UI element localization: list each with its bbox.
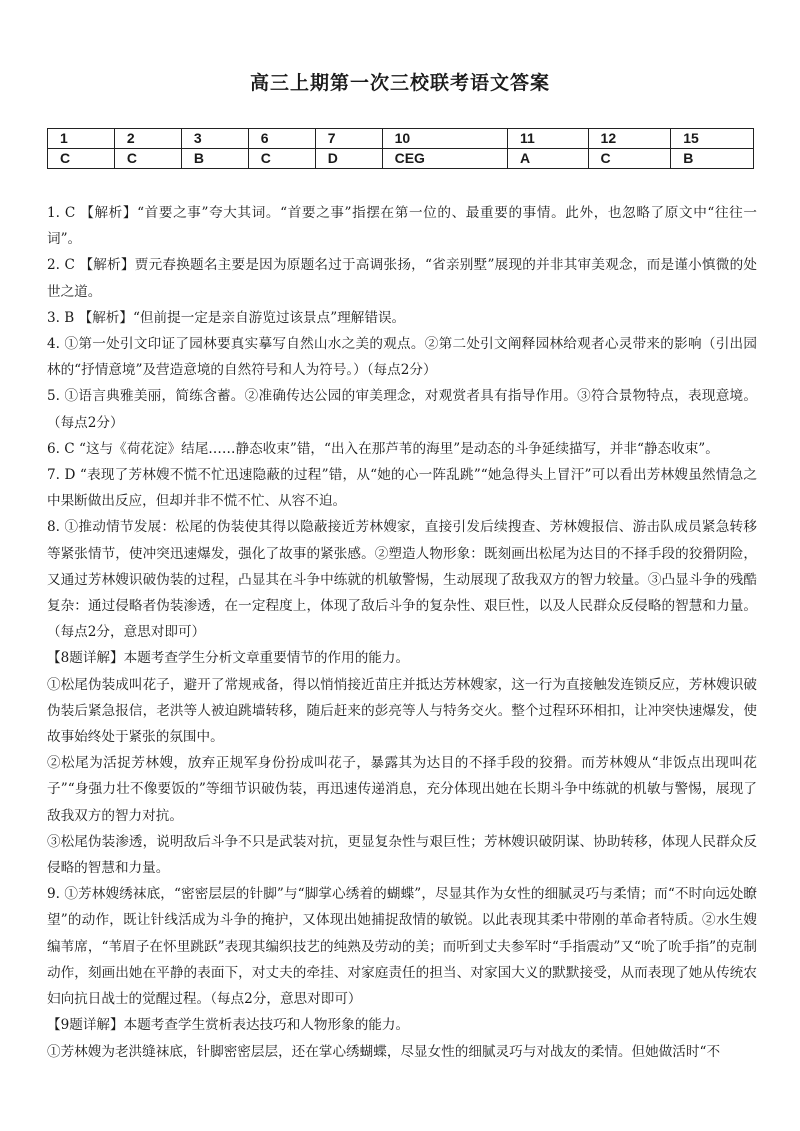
question-number: 6 [248, 129, 315, 149]
answer-q2: 2. C 【解析】贾元春换题名主要是因为原题名过于高调张扬，“省亲别墅”展现的并非其审美观念，而是谨小慎微的处世之道。 [47, 257, 757, 300]
answer-q6: 6. C “这与《荷花淀》结尾……静态收束”错，“出入在那芦苇的海里”是动态的斗争延续描写，并非“静态收束”。 [47, 440, 719, 457]
q9-detail-point-1: ①芳林嫂为老洪缝袜底，针脚密密层层，还在掌心绣蝴蝶，尽显女性的细腻灵巧与对战友的柔情。但她做活时“不 [47, 1043, 721, 1060]
answer-cell: A [508, 149, 588, 169]
q8-detail-point-2: ②松尾为活捉芳林嫂，放弃正规军身份扮成叫花子，暴露其为达目的不择手段的狡猾。而芳林嫂从“非饭点出现叫花子”“身强力壮不像要饭的”等细节识破伪装，再迅速传递消息，充分体现出她在长期斗争中练就的机敏与警惕，展现了敌我双方的智力对抗。 [47, 755, 757, 824]
question-number: 11 [508, 129, 588, 149]
answer-cell: C [588, 149, 671, 169]
answer-explanations [47, 200, 757, 1065]
answer-cell: C [248, 149, 315, 169]
answer-cell: C [48, 149, 115, 169]
answer-q8: 8. ①推动情节发展：松尾的伪装使其得以隐蔽接近芳林嫂家，直接引发后续搜查、芳林嫂报信、游击队成员紧急转移等紧张情节，使冲突迅速爆发，强化了故事的紧张感。②塑造人物形象：既刻画出松尾为达目的不择手段的狡猾阴险，又通过芳林嫂识破伪装的过程，凸显其在斗争中练就的机敏警惕，生动展现了敌我双方的智力较量。③凸显斗争的残酷复杂：通过侵略者伪装渗透，在一定程度上，体现了敌后斗争的复杂性、艰巨性，以及人民群众反侵略的智慧和力量。（每点2分，意思对即可） [47, 519, 757, 641]
question-number: 2 [114, 129, 181, 149]
answer-q3: 3. B 【解析】“但前提一定是亲自游览过该景点”理解错误。 [47, 309, 406, 326]
answer-cell: CEG [382, 149, 507, 169]
page-title: 高三上期第一次三校联考语文答案 [249, 72, 550, 94]
question-number: 7 [315, 129, 382, 149]
q9-detail-heading: 【9题详解】本题考查学生赏析表达技巧和人物形象的能力。 [47, 1017, 410, 1034]
q8-detail-heading: 【8题详解】本题考查学生分析文章重要情节的作用的能力。 [47, 650, 410, 667]
answer-cell: C [114, 149, 181, 169]
answer-q4: 4. ①第一处引文印证了园林要真实摹写自然山水之美的观点。②第二处引文阐释园林给观者心灵带来的影响（引出园林的“抒情意境”及营造意境的自然符号和人为符号。）（每点2分） [47, 336, 757, 379]
question-number: 1 [48, 129, 115, 149]
question-number: 12 [588, 129, 671, 149]
question-number: 10 [382, 129, 507, 149]
q8-detail-point-3: ③松尾伪装渗透，说明敌后斗争不只是武装对抗，更显复杂性与艰巨性；芳林嫂识破阴谋、协助转移，体现人民群众反侵略的智慧和力量。 [47, 833, 757, 877]
answer-cell: B [671, 149, 754, 169]
answer-q1: 1. C 【解析】“首要之事”夸大其词。“首要之事”指摆在第一位的、最重要的事情。此外，也忽略了原文中“往往一词”。 [47, 205, 757, 248]
answer-q7: 7. D “表现了芳林嫂不慌不忙迅速隐蔽的过程”错，从“她的心一阵乱跳”“她急得头上冒汗”可以看出芳林嫂虽然情急之中果断做出反应，但却并非不慌不忙、从容不迫。 [47, 467, 757, 510]
q8-detail-point-1: ①松尾伪装成叫花子，避开了常规戒备，得以悄悄接近苗庄并抵达芳林嫂家，这一行为直接触发连锁反应，芳林嫂识破伪装后紧急报信，老洪等人被迫跳墙转移，随后赶来的彭亮等人与特务交火。整个过程环环相扣，让冲突快速爆发，使故事始终处于紧张的氛围中。 [47, 676, 757, 746]
answer-cell: D [315, 149, 382, 169]
answer-cell: B [181, 149, 248, 169]
answer-q5: 5. ①语言典雅美丽，简练含蓄。②准确传达公园的审美理念，对观赏者具有指导作用。③符合景物特点，表现意境。（每点2分） [47, 388, 757, 431]
question-number: 15 [671, 129, 754, 149]
answer-table [47, 128, 754, 169]
question-number: 3 [181, 129, 248, 149]
answer-table-answer-row [48, 149, 754, 169]
answer-q9: 9. ①芳林嫂绣袜底，“密密层层的针脚”与“脚掌心绣着的蝴蝶”，尽显其作为女性的细腻灵巧与柔情；而“不时向远处瞭望”的动作，既让针线活成为斗争的掩护，又体现出她捕捉敌情的敏锐。以此表现其柔中带刚的革命者特质。②水生嫂编苇席，“苇眉子在怀里跳跃”表现其编织技艺的纯熟及劳动的美；而听到丈夫参军时“手指震动”又“吮了吮手指”的克制动作，刻画出她在平静的表面下，对丈夫的牵挂、对家庭责任的担当、对家国大义的默默接受，从而表现了她从传统农妇向抗日战士的觉醒过程。（每点2分，意思对即可） [47, 886, 757, 1008]
answer-table-question-row [48, 129, 754, 149]
